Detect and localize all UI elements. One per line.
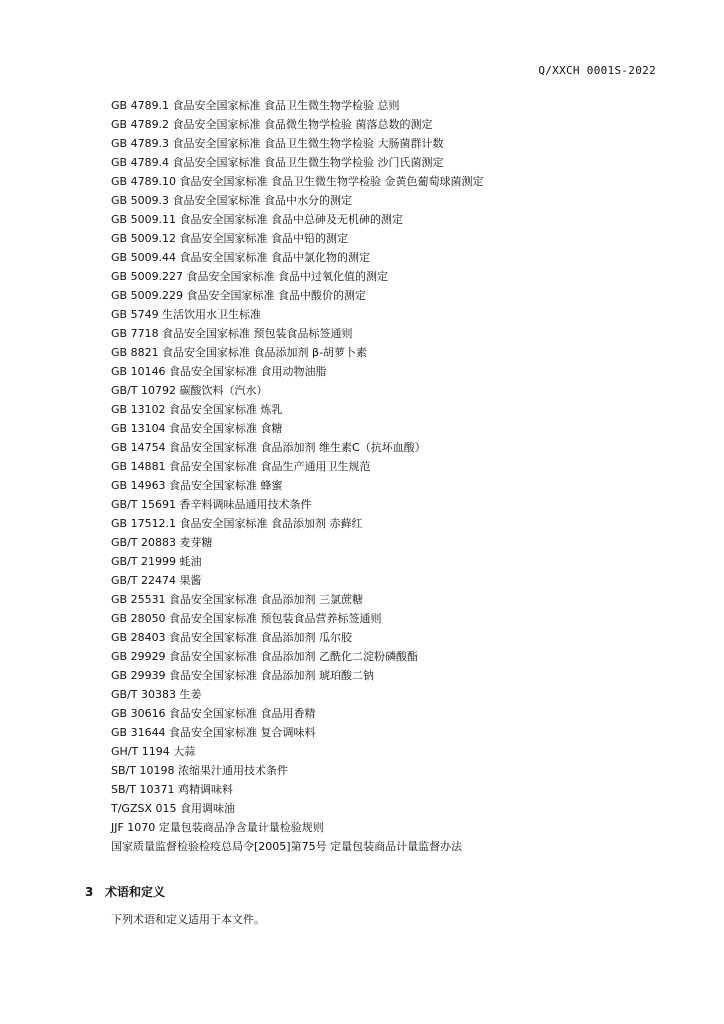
reference-item: GB 8821 食品安全国家标准 食品添加剂 β-胡萝卜素 [111, 346, 368, 359]
reference-item: GB 25531 食品安全国家标准 食品添加剂 三氯蔗糖 [111, 593, 364, 606]
document-code: Q/XXCH 0001S-2022 [538, 64, 656, 77]
reference-item: GB 13102 食品安全国家标准 炼乳 [111, 403, 283, 416]
reference-item: GB 17512.1 食品安全国家标准 食品添加剂 赤藓红 [111, 517, 363, 530]
reference-item: GB/T 21999 蚝油 [111, 555, 202, 568]
section-body-text: 下列术语和定义适用于本文件。 [111, 913, 265, 926]
reference-item: GB 13104 食品安全国家标准 食糖 [111, 422, 283, 435]
reference-item: GB 5009.11 食品安全国家标准 食品中总砷及无机砷的测定 [111, 213, 404, 226]
reference-item: GB/T 15691 香辛料调味品通用技术条件 [111, 498, 312, 511]
reference-item: GB 4789.4 食品安全国家标准 食品卫生微生物学检验 沙门氏菌测定 [111, 156, 444, 169]
reference-item: GB/T 30383 生姜 [111, 688, 202, 701]
reference-item: GB 7718 食品安全国家标准 预包装食品标签通则 [111, 327, 353, 340]
reference-item: T/GZSX 015 食用调味油 [111, 802, 235, 815]
reference-item: GB 14963 食品安全国家标准 蜂蜜 [111, 479, 283, 492]
reference-item: GB 30616 食品安全国家标准 食品用香精 [111, 707, 316, 720]
reference-item: GB/T 20883 麦芽糖 [111, 536, 213, 549]
reference-item: GB 5009.227 食品安全国家标准 食品中过氧化值的测定 [111, 270, 389, 283]
section-heading [85, 883, 165, 900]
reference-item: GB 29929 食品安全国家标准 食品添加剂 乙酰化二淀粉磷酸酯 [111, 650, 419, 663]
normative-references-list [111, 96, 484, 856]
reference-item: GB 14881 食品安全国家标准 食品生产通用卫生规范 [111, 460, 371, 473]
reference-item: SB/T 10371 鸡精调味料 [111, 783, 233, 796]
reference-item: GB 31644 食品安全国家标准 复合调味料 [111, 726, 316, 739]
reference-item: GB 4789.1 食品安全国家标准 食品卫生微生物学检验 总则 [111, 99, 400, 112]
reference-item: GB 5009.229 食品安全国家标准 食品中酸价的测定 [111, 289, 367, 302]
reference-item: GB 28403 食品安全国家标准 食品添加剂 瓜尔胶 [111, 631, 353, 644]
reference-item: GB/T 10792 碳酸饮料（汽水） [111, 384, 268, 397]
reference-item: 国家质量监督检验检疫总局令[2005]第75号 定量包装商品计量监督办法 [111, 840, 463, 853]
reference-item: GB 4789.3 食品安全国家标准 食品卫生微生物学检验 大肠菌群计数 [111, 137, 444, 150]
reference-item: GB 4789.10 食品安全国家标准 食品卫生微生物学检验 金黄色葡萄球菌测定 [111, 175, 484, 188]
reference-item: GB 5009.44 食品安全国家标准 食品中氯化物的测定 [111, 251, 371, 264]
reference-item: GB/T 22474 果酱 [111, 574, 202, 587]
reference-item: GB 14754 食品安全国家标准 食品添加剂 维生素C（抗坏血酸） [111, 441, 426, 454]
section-title: 术语和定义 [105, 885, 166, 899]
reference-item: GB 28050 食品安全国家标准 预包装食品营养标签通则 [111, 612, 382, 625]
reference-item: JJF 1070 定量包装商品净含量计量检验规则 [111, 821, 324, 834]
reference-item: GB 5009.12 食品安全国家标准 食品中铅的测定 [111, 232, 349, 245]
reference-item: SB/T 10198 浓缩果汁通用技术条件 [111, 764, 288, 777]
reference-item: GB 4789.2 食品安全国家标准 食品微生物学检验 菌落总数的测定 [111, 118, 433, 131]
reference-item: GB 29939 食品安全国家标准 食品添加剂 琥珀酸二钠 [111, 669, 375, 682]
reference-item: GB 5009.3 食品安全国家标准 食品中水分的测定 [111, 194, 353, 207]
reference-item: GH/T 1194 大蒜 [111, 745, 196, 758]
reference-item: GB 5749 生活饮用水卫生标准 [111, 308, 262, 321]
reference-item: GB 10146 食品安全国家标准 食用动物油脂 [111, 365, 327, 378]
section-number: 3 [85, 885, 94, 899]
